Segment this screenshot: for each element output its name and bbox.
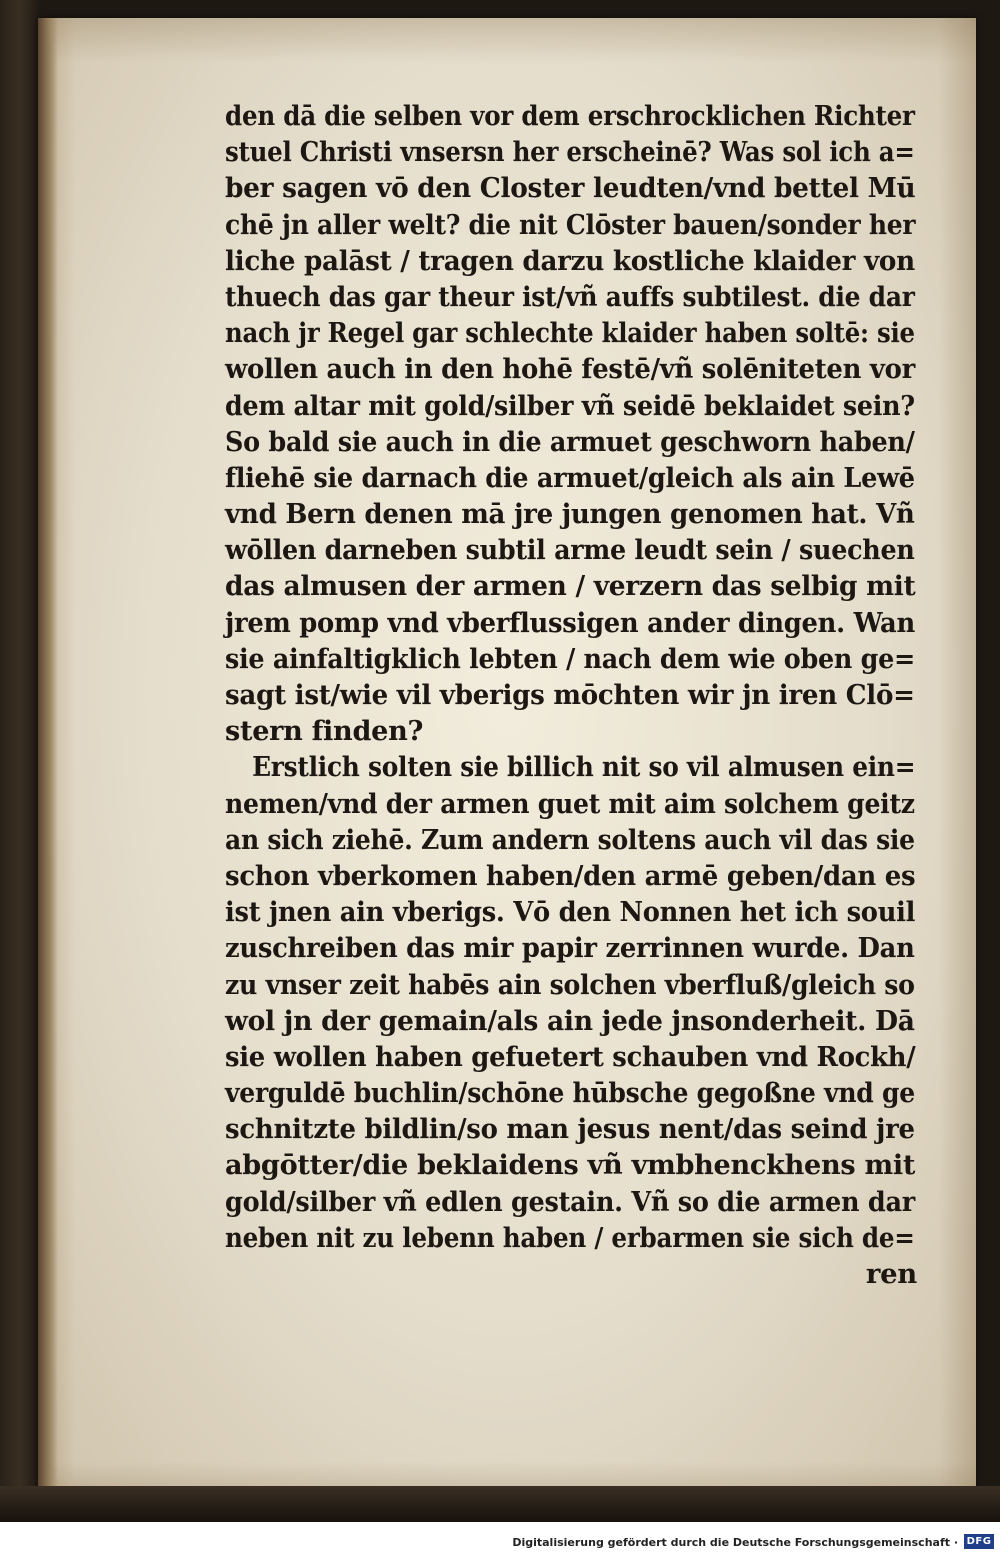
text-line: chē jn aller welt? die nit Clōster bauen/sonder her [225, 208, 916, 241]
funding-credit: Digitalisierung gefördert durch die Deutsche Forschungsgemeinschaft · [512, 1536, 958, 1549]
text-line: verguldē buchlin/schōne hūbsche gegoßne vnd ge [225, 1077, 915, 1110]
page-gutter [38, 18, 58, 1506]
text-line: sie wollen haben gefuetert schauben vnd Rockh/ [225, 1040, 916, 1073]
text-line: nemen/vnd der armen guet mit aim solchem geitz [225, 787, 915, 820]
text-line: wollen auch in den hohē festē/vñ solēniteten vor [225, 353, 915, 386]
text-line: jrem pomp vnd vberflussigen ander dingen. Wan [225, 606, 915, 639]
text-line: vnd Bern denen mā jre jungen genomen hat. Vñ [225, 498, 915, 531]
text-line: nach jr Regel gar schlechte klaider haben soltē: sie [225, 317, 915, 350]
text-line: fliehē sie darnach die armuet/gleich als ain Lewē [225, 461, 915, 494]
page-body-text [225, 98, 925, 1292]
text-line: wōllen darneben subtil arme leudt sein / suechen [225, 534, 915, 567]
text-line: wol jn der gemain/als ain jede jnsonderheit. Dā [225, 1004, 915, 1037]
text-line: sagt ist/wie vil vberigs mōchten wir jn iren Clō= [225, 679, 915, 711]
text-line: zu vnser zeit habēs ain solchen vberfluß/gleich so [225, 968, 915, 1001]
text-line: So bald sie auch in die armuet geschworn haben/ [225, 425, 915, 458]
text-line: ber sagen vō den Closter leudten/vnd bettel Mū [225, 172, 916, 205]
text-line: das almusen der armen / verzern das selbig mit [225, 570, 916, 603]
text-line: neben nit zu lebenn haben / erbarmen sie sich de= [225, 1221, 915, 1254]
footer-bar [0, 1522, 1000, 1558]
text-line: dem altar mit gold/silber vñ seidē beklaidet sein? [225, 389, 915, 422]
catchword: ren [865, 1258, 917, 1290]
text-line: an sich ziehē. Zum andern soltens auch vil das sie [225, 823, 915, 856]
text-line: zuschreiben das mir papir zerrinnen wurde. Dan [225, 932, 915, 965]
text-line: stern finden? [225, 715, 424, 748]
text-line: Erstlich solten sie billich nit so vil almusen ein= [252, 751, 916, 784]
text-line: stuel Christi vnsersn her erscheinē? Was sol ich a= [225, 136, 915, 169]
scan-bottom-edge [0, 1486, 1000, 1522]
text-line: ist jnen ain vberigs. Vō den Nonnen het ich souil [225, 896, 916, 929]
text-line: schnitzte bildlin/so man jesus nent/das seind jre [225, 1113, 915, 1146]
text-line: thuech das gar theur ist/vñ auffs subtilest. die dar [225, 280, 915, 313]
text-line: abgōtter/die beklaidens vñ vmbhenckhens mit [225, 1149, 916, 1182]
text-line: gold/silber vñ edlen gestain. Vñ so die armen dar [225, 1185, 915, 1218]
text-line: schon vberkomen haben/den armē geben/dan es [225, 859, 916, 892]
text-line: den dā die selben vor dem erschrocklichen Richter [225, 100, 915, 132]
dfg-logo: DFG [964, 1534, 994, 1549]
text-line: liche palāst / tragen darzu kostliche klaider von [225, 244, 915, 277]
text-line: sie ainfaltigklich lebten / nach dem wie oben ge= [225, 642, 915, 675]
